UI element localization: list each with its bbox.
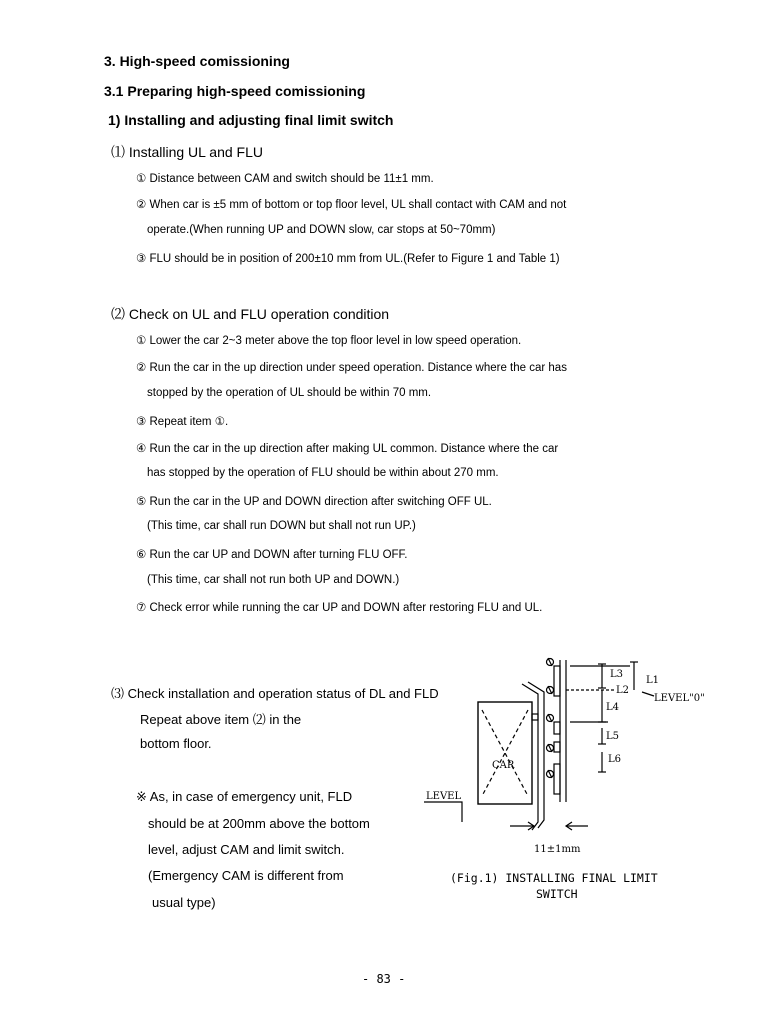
list-item: ① Lower the car 2~3 meter above the top floor level in low speed operation. (136, 335, 522, 347)
final-limit-switch-diagram (420, 652, 720, 914)
list-item-continuation: (This time, car shall not run both UP and DOWN.) (147, 574, 400, 586)
limit-switch-rollers (547, 658, 554, 778)
final-limit-switch-figure (420, 652, 720, 914)
note-line: level, adjust CAM and limit switch. (148, 842, 345, 857)
step-heading: 1) Installing and adjusting final limit switch (108, 112, 394, 128)
label-l5: L5 (606, 731, 620, 742)
label-l1: L1 (646, 675, 660, 686)
list-item-continuation: (This time, car shall run DOWN but shall not run UP.) (147, 520, 416, 532)
section1-title: ⑴ Installing UL and FLU (111, 144, 263, 160)
section2-title: ⑵ Check on UL and FLU operation condition (111, 306, 390, 322)
figure-caption-line2: SWITCH (536, 887, 578, 901)
list-item: ③ FLU should be in position of 200±10 mm from UL.(Refer to Figure 1 and Table 1) (136, 253, 560, 265)
label-l6: L6 (608, 754, 622, 765)
note-line: usual type) (152, 895, 216, 910)
note-line: (Emergency CAM is different from (148, 868, 344, 883)
section3-line: Repeat above item ⑵ in the (140, 712, 302, 727)
list-item: ② Run the car in the up direction under speed operation. Distance where the car has (136, 362, 567, 374)
list-item-continuation: operate.(When running UP and DOWN slow, car stops at 50~70mm) (147, 224, 496, 236)
label-gap: 11±1mm (534, 844, 581, 855)
list-item-continuation: has stopped by the operation of FLU should be within about 270 mm. (147, 467, 499, 479)
list-item: ④ Run the car in the up direction after making UL common. Distance where the car (136, 443, 559, 455)
note-line: ※ As, in case of emergency unit, FLD (136, 789, 353, 804)
page-number: - 83 - (362, 972, 406, 986)
limit-switch-brackets (554, 666, 560, 794)
list-item: ⑥ Run the car UP and DOWN after turning FLU OFF. (136, 549, 408, 561)
label-level-0: LEVEL"0" (654, 693, 705, 704)
list-item: ⑤ Run the car in the UP and DOWN direction after switching OFF UL. (136, 496, 492, 508)
label-l4: L4 (606, 702, 620, 713)
subsection-heading: 3.1 Preparing high-speed comissioning (104, 83, 366, 99)
figure-caption: (Fig.1) INSTALLING FINAL LIMIT (450, 871, 658, 885)
section-heading: 3. High-speed comissioning (104, 53, 290, 69)
guide-rail (560, 660, 566, 802)
list-item: ⑦ Check error while running the car UP and DOWN after restoring FLU and UL. (136, 602, 543, 614)
list-item: ② When car is ±5 mm of bottom or top floor level, UL shall contact with CAM and not (136, 199, 567, 211)
cam (522, 682, 544, 830)
label-l2: L2 (616, 685, 630, 696)
label-l3: L3 (610, 669, 624, 680)
list-item: ① Distance between CAM and switch should be 11±1 mm. (136, 173, 434, 185)
section3-line: bottom floor. (140, 736, 212, 751)
list-item: ③ Repeat item ①. (136, 416, 229, 428)
section3-title: ⑶ Check installation and operation status of DL and FLD (111, 686, 439, 701)
elevator-car (478, 702, 538, 804)
floor-level-line (424, 802, 462, 822)
label-level: LEVEL (426, 791, 462, 802)
label-car: CAR (492, 760, 515, 771)
note-line: should be at 200mm above the bottom (148, 816, 370, 831)
list-item-continuation: stopped by the operation of UL should be within 70 mm. (147, 387, 432, 399)
